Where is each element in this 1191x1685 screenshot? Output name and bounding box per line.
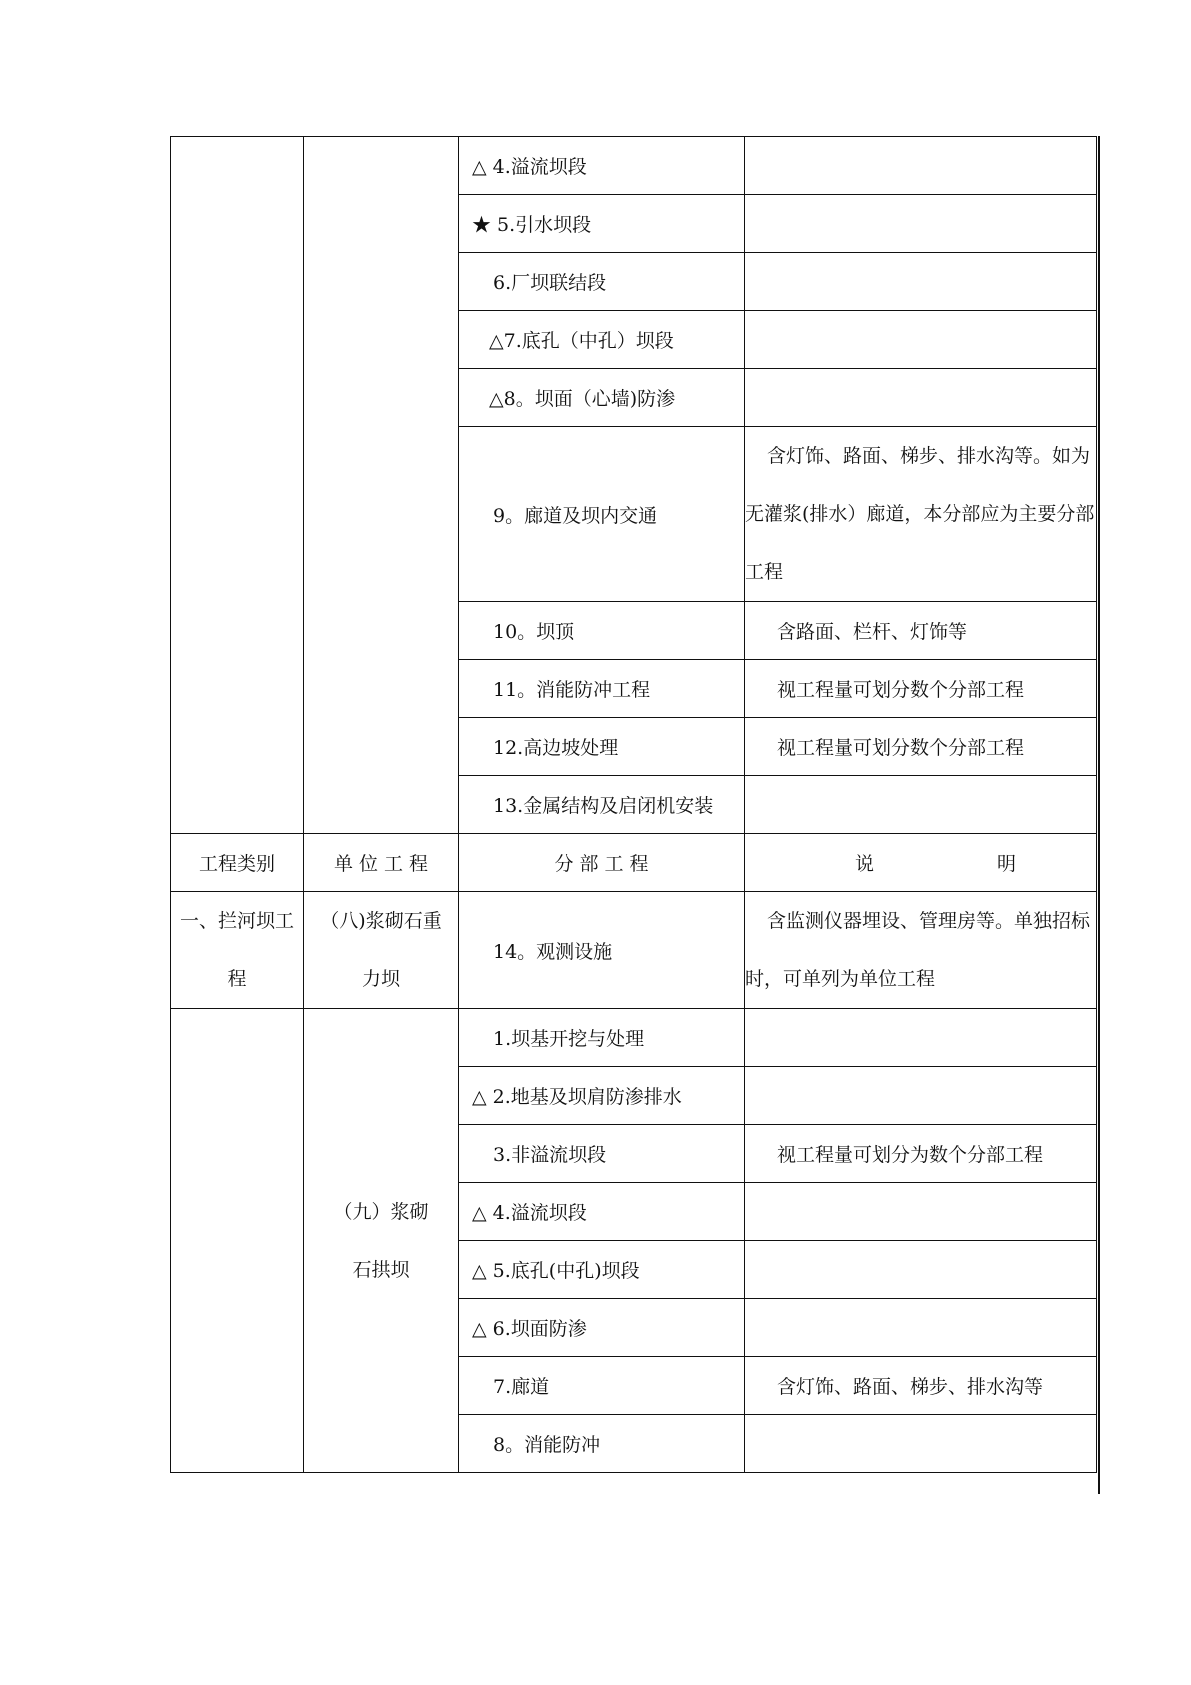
unit-cell: （八)浆砌石重力坝 (304, 892, 459, 1009)
division-note: 含灯饰、路面、梯步、排水沟等。如为无灌浆(排水）廊道，本分部应为主要分部工程 (745, 427, 1097, 602)
table-row (171, 137, 1097, 195)
division-item: 11。消能防冲工程 (459, 660, 745, 718)
division-note (745, 776, 1097, 834)
division-note (745, 1241, 1097, 1299)
division-item: 8。消能防冲 (459, 1415, 745, 1473)
division-item: △8。坝面（心墙)防渗 (459, 369, 745, 427)
division-note (745, 1415, 1097, 1473)
division-item: △ 5.底孔(中孔)坝段 (459, 1241, 745, 1299)
page-right-rule (1098, 136, 1100, 1494)
division-note: 含路面、栏杆、灯饰等 (745, 602, 1097, 660)
division-note (745, 369, 1097, 427)
division-note: 视工程量可划分数个分部工程 (745, 718, 1097, 776)
division-item: 9。廊道及坝内交通 (459, 427, 745, 602)
division-item: 3.非溢流坝段 (459, 1125, 745, 1183)
header-category: 工程类别 (171, 834, 304, 892)
category-cell: 一、拦河坝工程 (171, 892, 304, 1009)
division-note: 含灯饰、路面、梯步、排水沟等 (745, 1357, 1097, 1415)
table-header-row (171, 834, 1097, 892)
unit-cell: （九）浆砌石拱坝 (304, 1009, 459, 1473)
project-division-table (170, 136, 1097, 1473)
division-item: △ 4.溢流坝段 (459, 137, 745, 195)
division-item: △ 6.坝面防渗 (459, 1299, 745, 1357)
header-note-right: 明 (996, 853, 1016, 875)
division-item: 7.廊道 (459, 1357, 745, 1415)
division-note (745, 1299, 1097, 1357)
division-note (745, 1183, 1097, 1241)
division-note: 视工程量可划分数个分部工程 (745, 660, 1097, 718)
division-item: 14。观测设施 (459, 892, 745, 1009)
division-note (745, 253, 1097, 311)
division-item: 13.金属结构及启闭机安装 (459, 776, 745, 834)
division-note (745, 137, 1097, 195)
division-item: 12.高边坡处理 (459, 718, 745, 776)
category-cell-empty (171, 1009, 304, 1473)
division-item: ★ 5.引水坝段 (459, 195, 745, 253)
division-item: 6.厂坝联结段 (459, 253, 745, 311)
table-row (171, 1009, 1097, 1067)
division-item: △ 4.溢流坝段 (459, 1183, 745, 1241)
division-item: 1.坝基开挖与处理 (459, 1009, 745, 1067)
category-cell-empty (171, 137, 304, 834)
division-note: 视工程量可划分为数个分部工程 (745, 1125, 1097, 1183)
table-row (171, 892, 1097, 1009)
division-note (745, 1067, 1097, 1125)
division-item: 10。坝顶 (459, 602, 745, 660)
header-division: 分 部 工 程 (459, 834, 745, 892)
header-note-left: 说 (855, 853, 875, 875)
header-unit: 单 位 工 程 (304, 834, 459, 892)
header-note (745, 834, 1097, 892)
unit-cell-empty (304, 137, 459, 834)
division-note: 含监测仪器埋设、管理房等。单独招标时，可单列为单位工程 (745, 892, 1097, 1009)
division-item: △ 2.地基及坝肩防渗排水 (459, 1067, 745, 1125)
division-note (745, 195, 1097, 253)
division-note (745, 311, 1097, 369)
division-note (745, 1009, 1097, 1067)
division-item: △7.底孔（中孔）坝段 (459, 311, 745, 369)
